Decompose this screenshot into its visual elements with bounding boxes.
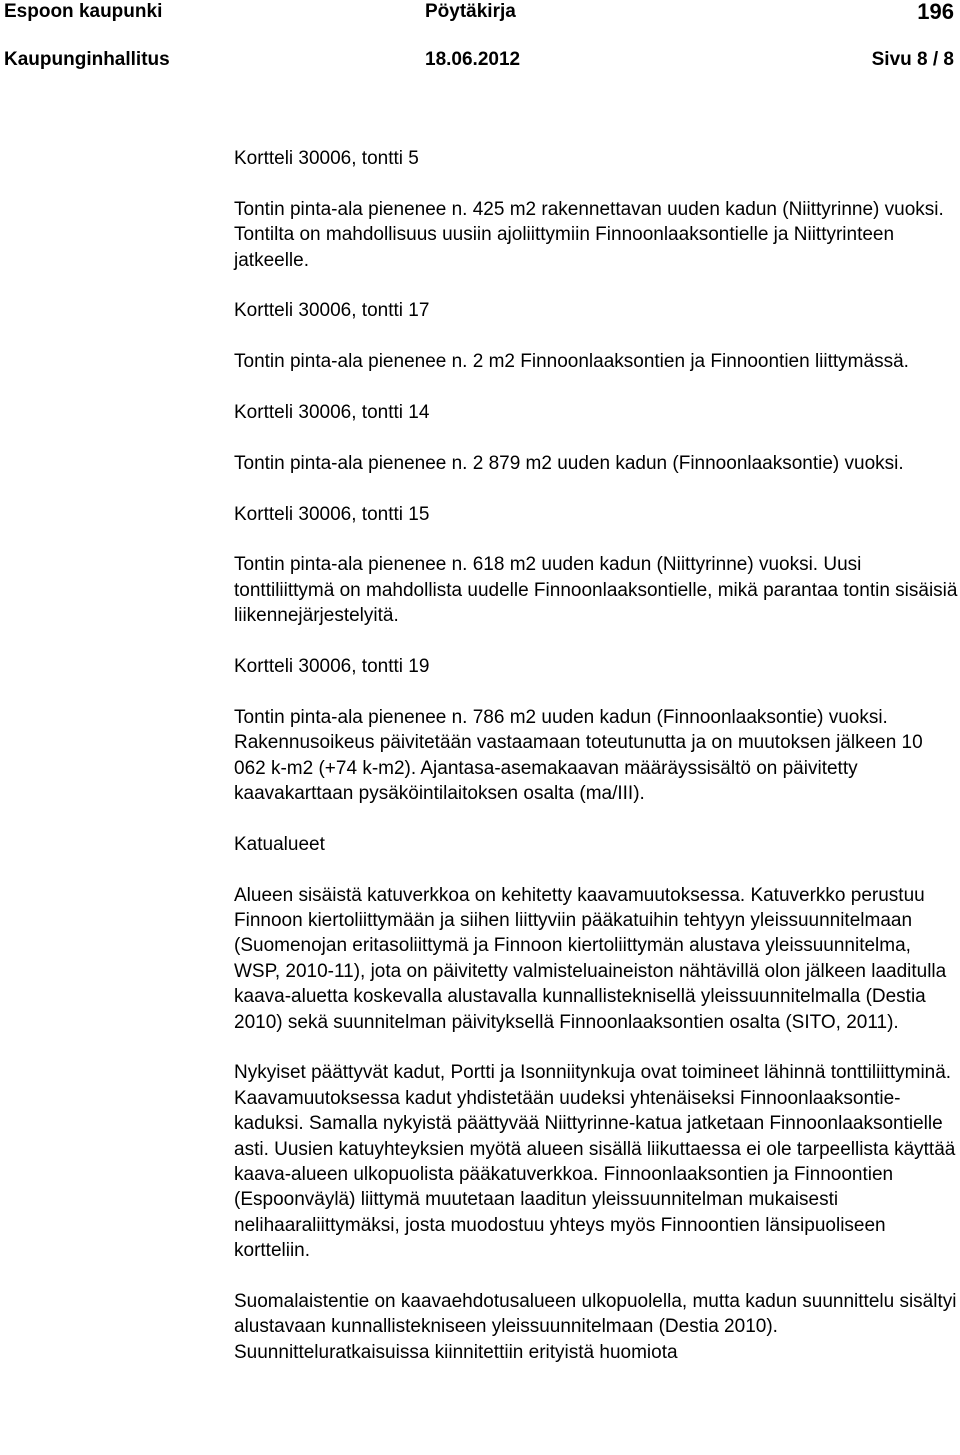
section-heading: Kortteli 30006, tontti 15 (234, 503, 430, 525)
katualueet-heading: Katualueet (234, 833, 325, 855)
governing-body: Kaupunginhallitus (4, 49, 170, 70)
section-text: Tontin pinta-ala pienenee n. 618 m2 uuden kadun (Niittyrinne) vuoksi. Uusi tonttiliittymä on mahdollista uudelle Finnoonlaaksontielle, mikä parantaa tontin sisäisiä liikennejärjestelyitä. (234, 554, 958, 627)
page-header-row-1 (0, 0, 960, 25)
document-body (234, 146, 958, 1391)
meeting-date: 18.06.2012 (425, 49, 521, 70)
katualueet-paragraph-3: Suomalaistentie on kaavaehdotusalueen ulkopuolella, mutta kadun suunnittelu sisältyi alustavaan kunnallistekniseen yleissuunnitelmaan (Destia 2010). Suunnitteluratkaisuissa kiinnitettiin erityistä huomiota (234, 1291, 957, 1363)
page-number: Sivu 8 / 8 (871, 49, 954, 70)
document-number: 196 (917, 0, 954, 24)
page-header-row-2 (0, 47, 960, 73)
section-heading: Kortteli 30006, tontti 14 (234, 402, 430, 423)
section-text: Tontin pinta-ala pienenee n. 2 879 m2 uuden kadun (Finnoonlaaksontie) vuoksi. (234, 452, 904, 474)
section-text: Tontin pinta-ala pienenee n. 425 m2 rakennettavan uuden kadun (Niittyrinne) vuoksi. Tontilta on mahdollisuus uusiin ajoliittymiin Finnoonlaaksontielle ja Niittyrinteen jatkeelle. (234, 198, 944, 271)
section-heading: Kortteli 30006, tontti 17 (234, 300, 430, 322)
katualueet-paragraph-2: Nykyiset päättyvät kadut, Portti ja Isonniitynkuja ovat toimineet lähinnä tonttiliittyminä. Kaavamuutoksessa kadut yhdistetään uudeksi yhtenäiseksi Finnoonlaaksontie-kaduksi. Samalla nykyistä päättyvää Niittyrinne-katua jatketaan Finnoonlaaksontielle asti. Uusien katuyhteyksien myötä alueen sisällä liikuttaessa ei ole tarpeellista käyttää kaava-alueen ulkopuolista pääkatuverkkoa. Finnoonlaaksontien ja Finnoontien (Espoonväylä) liittymä muutetaan laaditun yleissuunnitelman mukaisesti nelihaaraliittymäksi, josta muodostuu yhteys myös Finnoontien länsipuoliseen kortteliin. (234, 1062, 956, 1262)
section-heading: Kortteli 30006, tontti 5 (234, 148, 419, 169)
section-heading: Kortteli 30006, tontti 19 (234, 656, 430, 677)
section-text: Tontin pinta-ala pienenee n. 786 m2 uuden kadun (Finnoonlaaksontie) vuoksi. Rakennusoikeus päivitetään vastaamaan toteutunutta ja on muutoksen jälkeen 10 062 k-m2 (+74 k-m2). Ajantasa-asemakaavan määräyssisältö on päivitetty kaavakarttaan pysäköintilaitoksen osalta (ma/III). (234, 706, 923, 805)
section-text: Tontin pinta-ala pienenee n. 2 m2 Finnoonlaaksontien ja Finnoontien liittymässä. (234, 351, 909, 373)
organization-name: Espoon kaupunki (4, 1, 163, 22)
document-type: Pöytäkirja (425, 1, 516, 22)
katualueet-paragraph-1: Alueen sisäistä katuverkkoa on kehitetty kaavamuutoksessa. Katuverkko perustuu Finnoon kiertoliittymään ja siihen liittyviin pääkatuihin tehtyyn yleissuunnitelmaan (Suomenojan eritasoliittymä ja Finnoon kiertoliittymän alustava yleissuunnitelma, WSP, 2010-11), jota on päivitetty valmisteluaineiston nähtävillä olon jälkeen laaditulla kaava-aluetta koskevalla alustavalla kunnallisteknisellä yleissuunnitelmalla (Destia 2010) sekä suunnitelman päivityksellä Finnoonlaaksontien osalta (SITO, 2011). (234, 884, 947, 1033)
